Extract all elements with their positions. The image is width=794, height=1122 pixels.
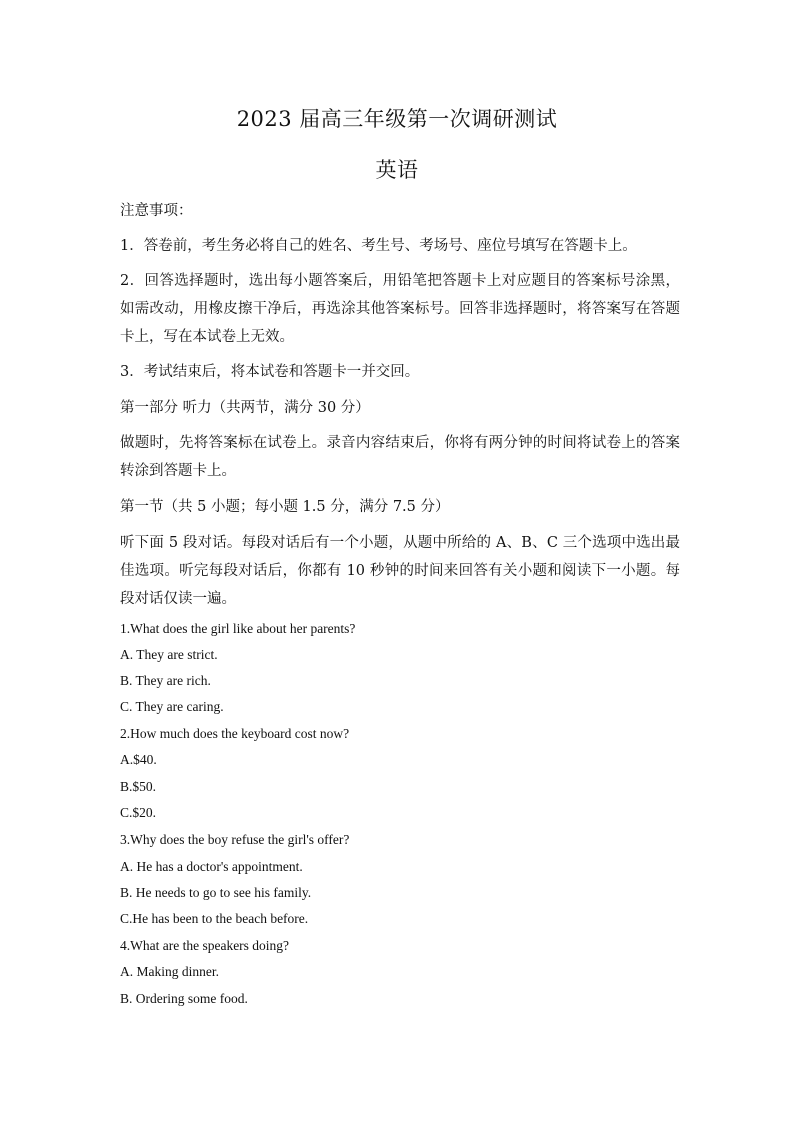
notice-heading: 注意事项：	[120, 203, 193, 219]
question-4-option-a: A. Making dinner.	[120, 964, 219, 979]
question-2-option-a: A.$40.	[120, 752, 157, 767]
question-2-stem: 2.How much does the keyboard cost now?	[120, 726, 350, 741]
part1-heading: 第一部分 听力（共两节，满分 30 分）	[120, 400, 370, 416]
question-3-option-a: A. He has a doctor's appointment.	[120, 859, 303, 874]
question-3-option-b: B. He needs to go to see his family.	[120, 885, 312, 900]
question-3-option-c: C.He has been to the beach before.	[120, 911, 309, 926]
question-3-stem: 3.Why does the boy refuse the girl's offer?	[120, 832, 350, 847]
subject-title: 英语	[375, 158, 419, 182]
question-1-option-c: C. They are caring.	[120, 699, 224, 714]
question-4-option-b: B. Ordering some food.	[120, 991, 248, 1006]
notice-item-1: 1．答卷前，考生务必将自己的姓名、考生号、考场号、座位号填写在答题卡上。	[120, 238, 637, 254]
question-2-option-c: C.$20.	[120, 805, 157, 820]
question-4-stem: 4.What are the speakers doing?	[120, 938, 290, 953]
exam-title: 2023 届高三年级第一次调研测试	[236, 107, 558, 131]
question-2-option-b: B.$50.	[120, 779, 157, 794]
section1-heading: 第一节（共 5 小题；每小题 1.5 分，满分 7.5 分）	[120, 499, 450, 515]
question-1-option-a: A. They are strict.	[120, 647, 218, 662]
notice-item-3: 3．考试结束后，将本试卷和答题卡一并交回。	[120, 364, 420, 380]
notice-item-2: 2．回答选择题时，选出每小题答案后，用铅笔把答题卡上对应题目的答案标号涂黑，如需改动，用橡皮擦干净后，再选涂其他答案标号。回答非选择题时，将答案写在答题卡上，写在本试卷上无效。	[120, 273, 680, 345]
section1-instructions: 听下面 5 段对话。每段对话后有一个小题，从题中所给的 A、B、C 三个选项中选出最佳选项。听完每段对话后，你都有 10 秒钟的时间来回答有关小题和阅读下一小题。每段对话仅读一遍。	[120, 535, 680, 607]
question-1-option-b: B. They are rich.	[120, 673, 211, 688]
part1-instructions: 做题时，先将答案标在试卷上。录音内容结束后，你将有两分钟的时间将试卷上的答案转涂到答题卡上。	[120, 435, 680, 479]
question-1-stem: 1.What does the girl like about her parents?	[120, 621, 356, 636]
